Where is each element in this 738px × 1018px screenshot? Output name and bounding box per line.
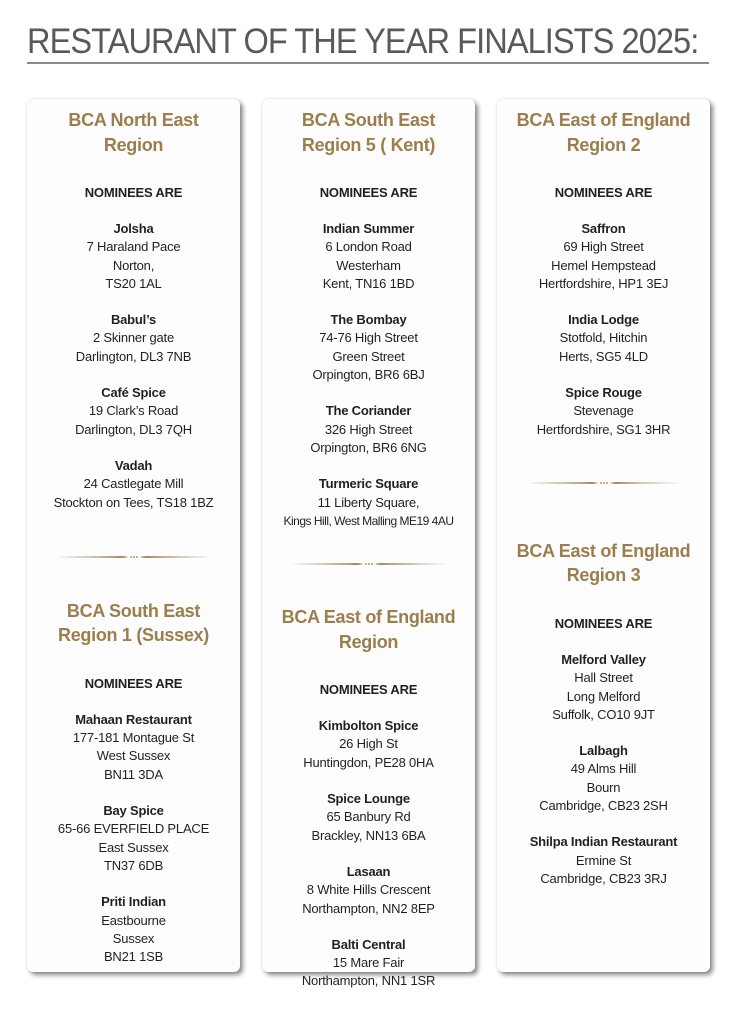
restaurant-name: Bay Spice xyxy=(103,803,164,819)
address-line: Northampton, NN2 8EP xyxy=(302,900,435,916)
address-line: 15 Mare Fair xyxy=(332,955,405,971)
address-line: Suffolk, CO10 9JT xyxy=(552,706,655,722)
nominee-entry xyxy=(262,475,475,530)
region-section xyxy=(27,108,240,512)
region-title-line: BCA South East xyxy=(66,600,201,621)
nominee-entry xyxy=(27,384,240,439)
address-line: Stotfold, Hitchin xyxy=(559,330,648,346)
region-title-line: BCA South East xyxy=(301,110,436,130)
nominee-entry xyxy=(262,936,475,991)
address-line: Orpington, BR6 6NG xyxy=(310,439,427,455)
region-section xyxy=(497,539,710,888)
address-line: Long Melford xyxy=(566,688,641,704)
region-title xyxy=(262,108,475,157)
address-line: East Sussex xyxy=(98,839,169,855)
address-line: Hall Street xyxy=(574,670,633,686)
address-line: Westerham xyxy=(336,257,401,273)
restaurant-name: Kimbolton Spice xyxy=(318,718,419,734)
nominee-entry xyxy=(27,220,240,293)
nominees-label: NOMINEES ARE xyxy=(554,615,653,631)
address-line: BN21 1SB xyxy=(103,949,164,965)
address-line: Darlington, DL3 7QH xyxy=(75,421,192,437)
address-line: Herts, SG5 4LD xyxy=(559,348,648,364)
address-line: Darlington, DL3 7NB xyxy=(75,348,192,364)
address-line: 74-76 High Street xyxy=(319,330,418,346)
nominee-entry xyxy=(27,457,240,512)
address-line: 8 White Hills Crescent xyxy=(306,882,431,898)
nominee-entry xyxy=(497,220,710,293)
restaurant-name: Lasaan xyxy=(346,863,391,879)
nominee-entry xyxy=(497,311,710,366)
nominee-entry xyxy=(27,893,240,966)
address-line: Cambridge, CB23 3RJ xyxy=(540,870,667,886)
nominee-entry xyxy=(27,711,240,784)
nominee-entry xyxy=(27,311,240,366)
address-line: 65 Banbury Rd xyxy=(326,809,411,825)
address-line: Stevenage xyxy=(573,403,634,419)
address-line: 177-181 Montague St xyxy=(72,730,195,746)
address-line: Kings Hill, West Malling ME19 4AU xyxy=(283,513,454,528)
restaurant-name: Mahaan Restaurant xyxy=(75,711,192,727)
region-title-line: Region xyxy=(338,631,399,652)
restaurant-name: Vadah xyxy=(114,457,153,473)
nominees-label: NOMINEES ARE xyxy=(84,675,183,691)
address-line: BN11 3DA xyxy=(104,766,163,782)
restaurant-name: Turmeric Square xyxy=(318,476,419,492)
page-title: RESTAURANT OF THE YEAR FINALISTS 2025: xyxy=(27,22,699,61)
nominee-entry xyxy=(262,220,475,293)
region-card xyxy=(497,99,710,972)
restaurant-name: Lalbagh xyxy=(579,743,628,759)
region-title-line: BCA East of England xyxy=(281,607,456,628)
region-title-line: Region 5 ( Kent) xyxy=(301,134,436,155)
nominee-entry xyxy=(497,833,710,888)
region-section xyxy=(27,599,240,967)
restaurant-name: Spice Lounge xyxy=(327,791,410,807)
restaurant-name: Priti Indian xyxy=(101,894,166,910)
address-line: Brackley, NN13 6BA xyxy=(311,827,426,843)
address-line: 19 Clark’s Road xyxy=(88,403,179,419)
restaurant-name: The Coriander xyxy=(325,403,412,419)
address-line: 24 Castlegate Mill xyxy=(83,476,184,492)
address-line: Sussex xyxy=(112,930,155,946)
address-line: TN37 6DB xyxy=(103,857,164,873)
nominee-entry xyxy=(497,651,710,724)
address-line: Northampton, NN1 1SR xyxy=(301,973,436,989)
address-line: Stockton on Tees, TS18 1BZ xyxy=(53,494,214,510)
address-line: Ermine St xyxy=(575,852,632,868)
restaurant-name: Saffron xyxy=(581,221,626,236)
region-section xyxy=(262,108,475,530)
region-title-line: Region xyxy=(103,134,164,155)
address-line: Hemel Hempstead xyxy=(551,257,656,273)
address-line: Cambridge, CB23 2SH xyxy=(539,798,668,814)
nominees-label: NOMINEES ARE xyxy=(319,185,418,200)
nominee-entry xyxy=(497,384,710,439)
address-line: 26 High St xyxy=(339,736,398,752)
region-title-line: BCA East of England xyxy=(516,540,691,561)
nominee-entry xyxy=(262,717,475,772)
nominees-label: NOMINEES ARE xyxy=(84,185,183,200)
address-line: Norton, xyxy=(112,257,155,273)
address-line: Bourn xyxy=(586,779,621,795)
region-title-line: Region 1 (Sussex) xyxy=(58,625,209,646)
restaurant-name: Spice Rouge xyxy=(565,385,642,401)
nominees-label: NOMINEES ARE xyxy=(554,185,653,200)
ornamental-divider xyxy=(291,560,447,568)
address-line: Eastbourne xyxy=(101,912,166,928)
address-line: Kent, TN16 1BD xyxy=(322,275,415,291)
restaurant-name: Café Spice xyxy=(101,385,166,401)
region-card xyxy=(27,99,240,972)
nominee-entry xyxy=(262,402,475,457)
address-line: Hertfordshire, SG1 3HR xyxy=(536,421,671,437)
region-title-line: BCA East of England xyxy=(516,110,691,130)
region-title xyxy=(27,108,240,157)
address-line: 7 Haraland Pace xyxy=(86,239,181,255)
region-title-line: Region 3 xyxy=(566,565,641,586)
restaurant-name: Babul’s xyxy=(110,312,157,328)
restaurant-name: Shilpa Indian Restaurant xyxy=(529,834,678,850)
restaurant-name: India Lodge xyxy=(568,312,639,328)
address-line: TS20 1AL xyxy=(105,275,162,291)
region-title-line: Region 2 xyxy=(566,134,641,155)
region-title-line: BCA North East xyxy=(68,110,199,130)
address-line: 6 London Road xyxy=(325,239,412,255)
restaurant-name: Balti Central xyxy=(331,936,406,952)
region-title xyxy=(497,108,710,157)
restaurant-name: The Bombay xyxy=(330,312,407,328)
nominee-entry xyxy=(262,790,475,845)
region-title xyxy=(497,539,710,588)
ornamental-divider xyxy=(526,479,682,487)
nominee-entry xyxy=(262,863,475,918)
restaurant-name: Jolsha xyxy=(113,221,154,236)
address-line: 69 High Street xyxy=(563,239,644,255)
region-section xyxy=(262,605,475,991)
restaurant-name: Indian Summer xyxy=(322,221,415,236)
restaurant-name: Melford Valley xyxy=(561,651,646,667)
address-line: 11 Liberty Square, xyxy=(317,494,420,510)
nominee-entry xyxy=(262,311,475,384)
nominees-label: NOMINEES ARE xyxy=(319,682,418,698)
region-title xyxy=(27,599,240,648)
address-line: 2 Skinner gate xyxy=(92,330,175,346)
nominee-entry xyxy=(497,742,710,815)
address-line: 326 High Street xyxy=(324,421,413,437)
ornamental-divider xyxy=(56,553,212,561)
region-card xyxy=(262,99,475,989)
address-line: West Sussex xyxy=(96,748,171,764)
address-line: Hertfordshire, HP1 3EJ xyxy=(538,275,669,291)
address-line: 49 Alms Hill xyxy=(570,761,637,777)
address-line: Green Street xyxy=(332,348,405,364)
region-section xyxy=(497,108,710,439)
address-line: Orpington, BR6 6BJ xyxy=(312,367,425,383)
title-underline xyxy=(27,62,709,64)
address-line: Huntingdon, PE28 0HA xyxy=(303,754,434,770)
nominee-entry xyxy=(27,802,240,875)
region-title xyxy=(262,605,475,654)
address-line: 65-66 EVERFIELD PLACE xyxy=(57,821,210,837)
